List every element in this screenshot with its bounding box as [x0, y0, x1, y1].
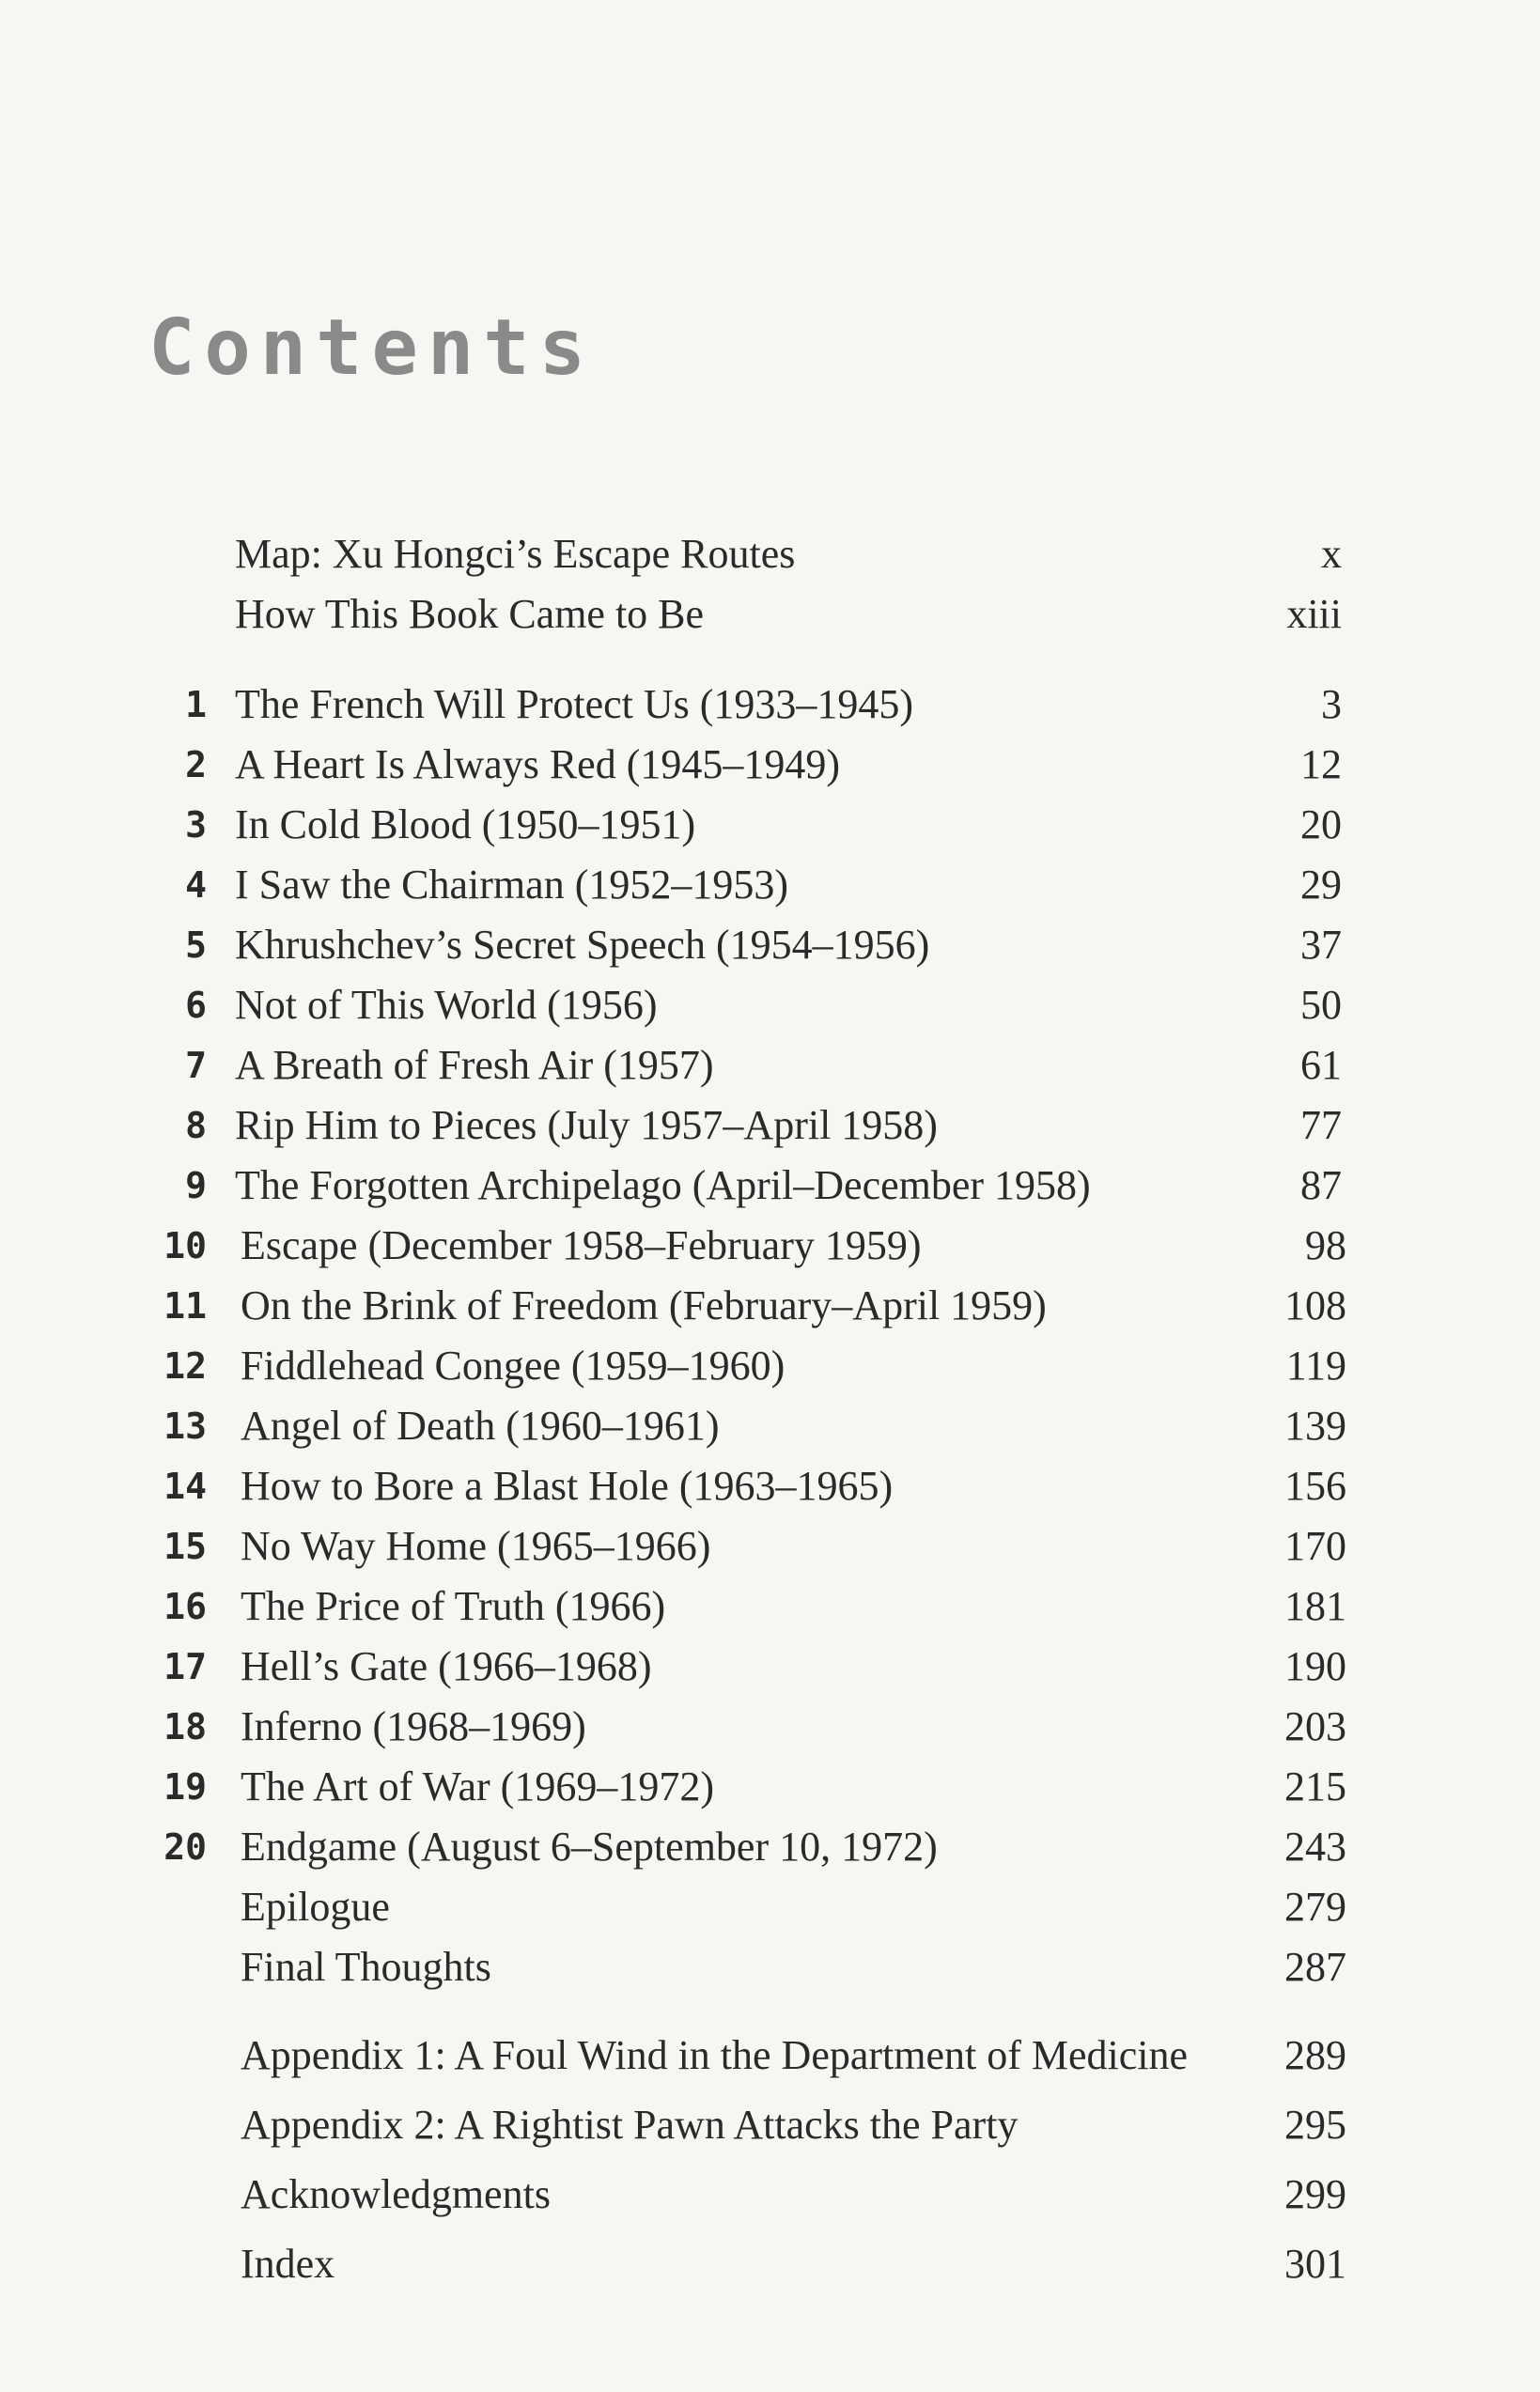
- chapter-number: 20: [163, 1826, 207, 1868]
- toc-entry-chapter-13[interactable]: [0, 1398, 1540, 1454]
- entry-page: 77: [1300, 1102, 1342, 1148]
- entry-title: Hell’s Gate (1966–1968): [241, 1643, 652, 1689]
- chapter-number: 2: [185, 744, 207, 785]
- chapter-number: 8: [185, 1105, 207, 1146]
- entry-page: 3: [1321, 681, 1342, 727]
- entry-title: A Breath of Fresh Air (1957): [235, 1042, 714, 1088]
- chapter-number: 5: [185, 924, 207, 966]
- entry-page: 181: [1284, 1583, 1346, 1629]
- entry-title: Khrushchev’s Secret Speech (1954–1956): [235, 922, 930, 968]
- entry-page: 215: [1284, 1763, 1346, 1810]
- toc-entry-chapter-15[interactable]: [0, 1518, 1540, 1575]
- entry-title: How to Bore a Blast Hole (1963–1965): [241, 1463, 894, 1509]
- entry-page: xiii: [1286, 591, 1342, 637]
- entry-page: 139: [1284, 1403, 1346, 1449]
- entry-title: How This Book Came to Be: [235, 591, 705, 637]
- toc-entry-index[interactable]: [0, 2236, 1540, 2292]
- entry-title: Appendix 2: A Rightist Pawn Attacks the Party: [241, 2102, 1019, 2148]
- entry-page: 203: [1284, 1703, 1346, 1749]
- entry-title: The French Will Protect Us (1933–1945): [235, 681, 914, 727]
- toc-entry-chapter-20[interactable]: [0, 1819, 1540, 1875]
- toc-entry-chapter-8[interactable]: [0, 1097, 1540, 1154]
- toc-entry-chapter-19[interactable]: [0, 1759, 1540, 1815]
- entry-page: 287: [1284, 1944, 1346, 1990]
- entry-page: 87: [1300, 1162, 1342, 1208]
- toc-entry-chapter-6[interactable]: [0, 977, 1540, 1033]
- toc-entry-chapter-1[interactable]: [0, 676, 1540, 733]
- toc-entry-chapter-12[interactable]: [0, 1338, 1540, 1394]
- toc-entry-map[interactable]: [0, 526, 1540, 582]
- toc-entry-final-thoughts[interactable]: [0, 1939, 1540, 1996]
- chapter-number: 3: [185, 804, 207, 846]
- toc-entry-appendix-1[interactable]: [0, 2027, 1540, 2084]
- chapter-number: 13: [163, 1406, 207, 1447]
- toc-entry-chapter-2[interactable]: [0, 737, 1540, 793]
- entry-title: Epilogue: [241, 1884, 390, 1930]
- entry-page: 20: [1300, 801, 1342, 847]
- toc-entry-chapter-5[interactable]: [0, 917, 1540, 973]
- entry-title: Not of This World (1956): [235, 982, 658, 1028]
- entry-title: On the Brink of Freedom (February–April 1959): [241, 1282, 1047, 1328]
- entry-page: 29: [1300, 862, 1342, 908]
- toc-entry-appendix-2[interactable]: [0, 2097, 1540, 2153]
- chapter-number: 1: [185, 684, 207, 725]
- entry-page: 156: [1284, 1463, 1346, 1509]
- entry-title: Index: [241, 2241, 335, 2287]
- chapter-number: 9: [185, 1165, 207, 1206]
- toc-entry-chapter-4[interactable]: [0, 857, 1540, 913]
- chapter-number: 12: [163, 1345, 207, 1387]
- toc-entry-chapter-14[interactable]: [0, 1458, 1540, 1514]
- entry-title: Endgame (August 6–September 10, 1972): [241, 1824, 938, 1870]
- chapter-number: 14: [163, 1466, 207, 1507]
- entry-page: x: [1321, 531, 1342, 577]
- toc-entry-epilogue[interactable]: [0, 1879, 1540, 1935]
- toc-entry-acknowledgments[interactable]: [0, 2167, 1540, 2223]
- entry-title: No Way Home (1965–1966): [241, 1523, 711, 1569]
- toc-entry-chapter-7[interactable]: [0, 1037, 1540, 1094]
- entry-page: 295: [1284, 2102, 1346, 2148]
- entry-title: Final Thoughts: [241, 1944, 491, 1990]
- chapter-number: 16: [163, 1586, 207, 1627]
- entry-title: In Cold Blood (1950–1951): [235, 801, 696, 847]
- chapter-number: 19: [163, 1766, 207, 1808]
- entry-page: 119: [1285, 1343, 1346, 1389]
- toc-entry-chapter-10[interactable]: [0, 1218, 1540, 1274]
- toc-entry-chapter-11[interactable]: [0, 1278, 1540, 1334]
- entry-title: Acknowledgments: [241, 2171, 551, 2217]
- entry-page: 12: [1300, 741, 1342, 787]
- toc-entry-how-this-book-came-to-be[interactable]: [0, 586, 1540, 643]
- entry-page: 50: [1300, 982, 1342, 1028]
- chapter-number: 7: [185, 1045, 207, 1086]
- entry-title: Map: Xu Hongci’s Escape Routes: [235, 531, 796, 577]
- page-title: Contents: [148, 303, 595, 393]
- entry-title: Escape (December 1958–February 1959): [241, 1222, 922, 1268]
- entry-page: 61: [1300, 1042, 1342, 1088]
- entry-page: 299: [1284, 2171, 1346, 2217]
- entry-title: Appendix 1: A Foul Wind in the Department of Medicine: [241, 2032, 1189, 2078]
- entry-page: 301: [1284, 2241, 1346, 2287]
- entry-title: The Price of Truth (1966): [241, 1583, 666, 1629]
- chapter-number: 11: [163, 1285, 207, 1327]
- entry-page: 190: [1284, 1643, 1346, 1689]
- chapter-number: 17: [163, 1646, 207, 1687]
- chapter-number: 15: [163, 1526, 207, 1567]
- toc-entry-chapter-9[interactable]: [0, 1157, 1540, 1214]
- entry-title: A Heart Is Always Red (1945–1949): [235, 741, 841, 787]
- toc-entry-chapter-17[interactable]: [0, 1639, 1540, 1695]
- entry-title: Fiddlehead Congee (1959–1960): [241, 1343, 786, 1389]
- entry-title: I Saw the Chairman (1952–1953): [235, 862, 788, 908]
- chapter-number: 4: [185, 864, 207, 906]
- toc-entry-chapter-18[interactable]: [0, 1699, 1540, 1755]
- entry-title: Rip Him to Pieces (July 1957–April 1958): [235, 1102, 938, 1148]
- entry-title: The Art of War (1969–1972): [241, 1763, 714, 1810]
- entry-page: 279: [1284, 1884, 1346, 1930]
- entry-page: 37: [1300, 922, 1342, 968]
- toc-entry-chapter-16[interactable]: [0, 1578, 1540, 1635]
- entry-title: The Forgotten Archipelago (April–December 1958): [235, 1162, 1091, 1208]
- toc-entry-chapter-3[interactable]: [0, 797, 1540, 853]
- chapter-number: 18: [163, 1706, 207, 1747]
- entry-title: Angel of Death (1960–1961): [241, 1403, 720, 1449]
- entry-title: Inferno (1968–1969): [241, 1703, 586, 1749]
- entry-page: 170: [1284, 1523, 1346, 1569]
- entry-page: 108: [1284, 1282, 1346, 1328]
- entry-page: 289: [1284, 2032, 1346, 2078]
- chapter-number: 10: [163, 1225, 207, 1266]
- chapter-number: 6: [185, 985, 207, 1026]
- entry-page: 98: [1305, 1222, 1346, 1268]
- entry-page: 243: [1284, 1824, 1346, 1870]
